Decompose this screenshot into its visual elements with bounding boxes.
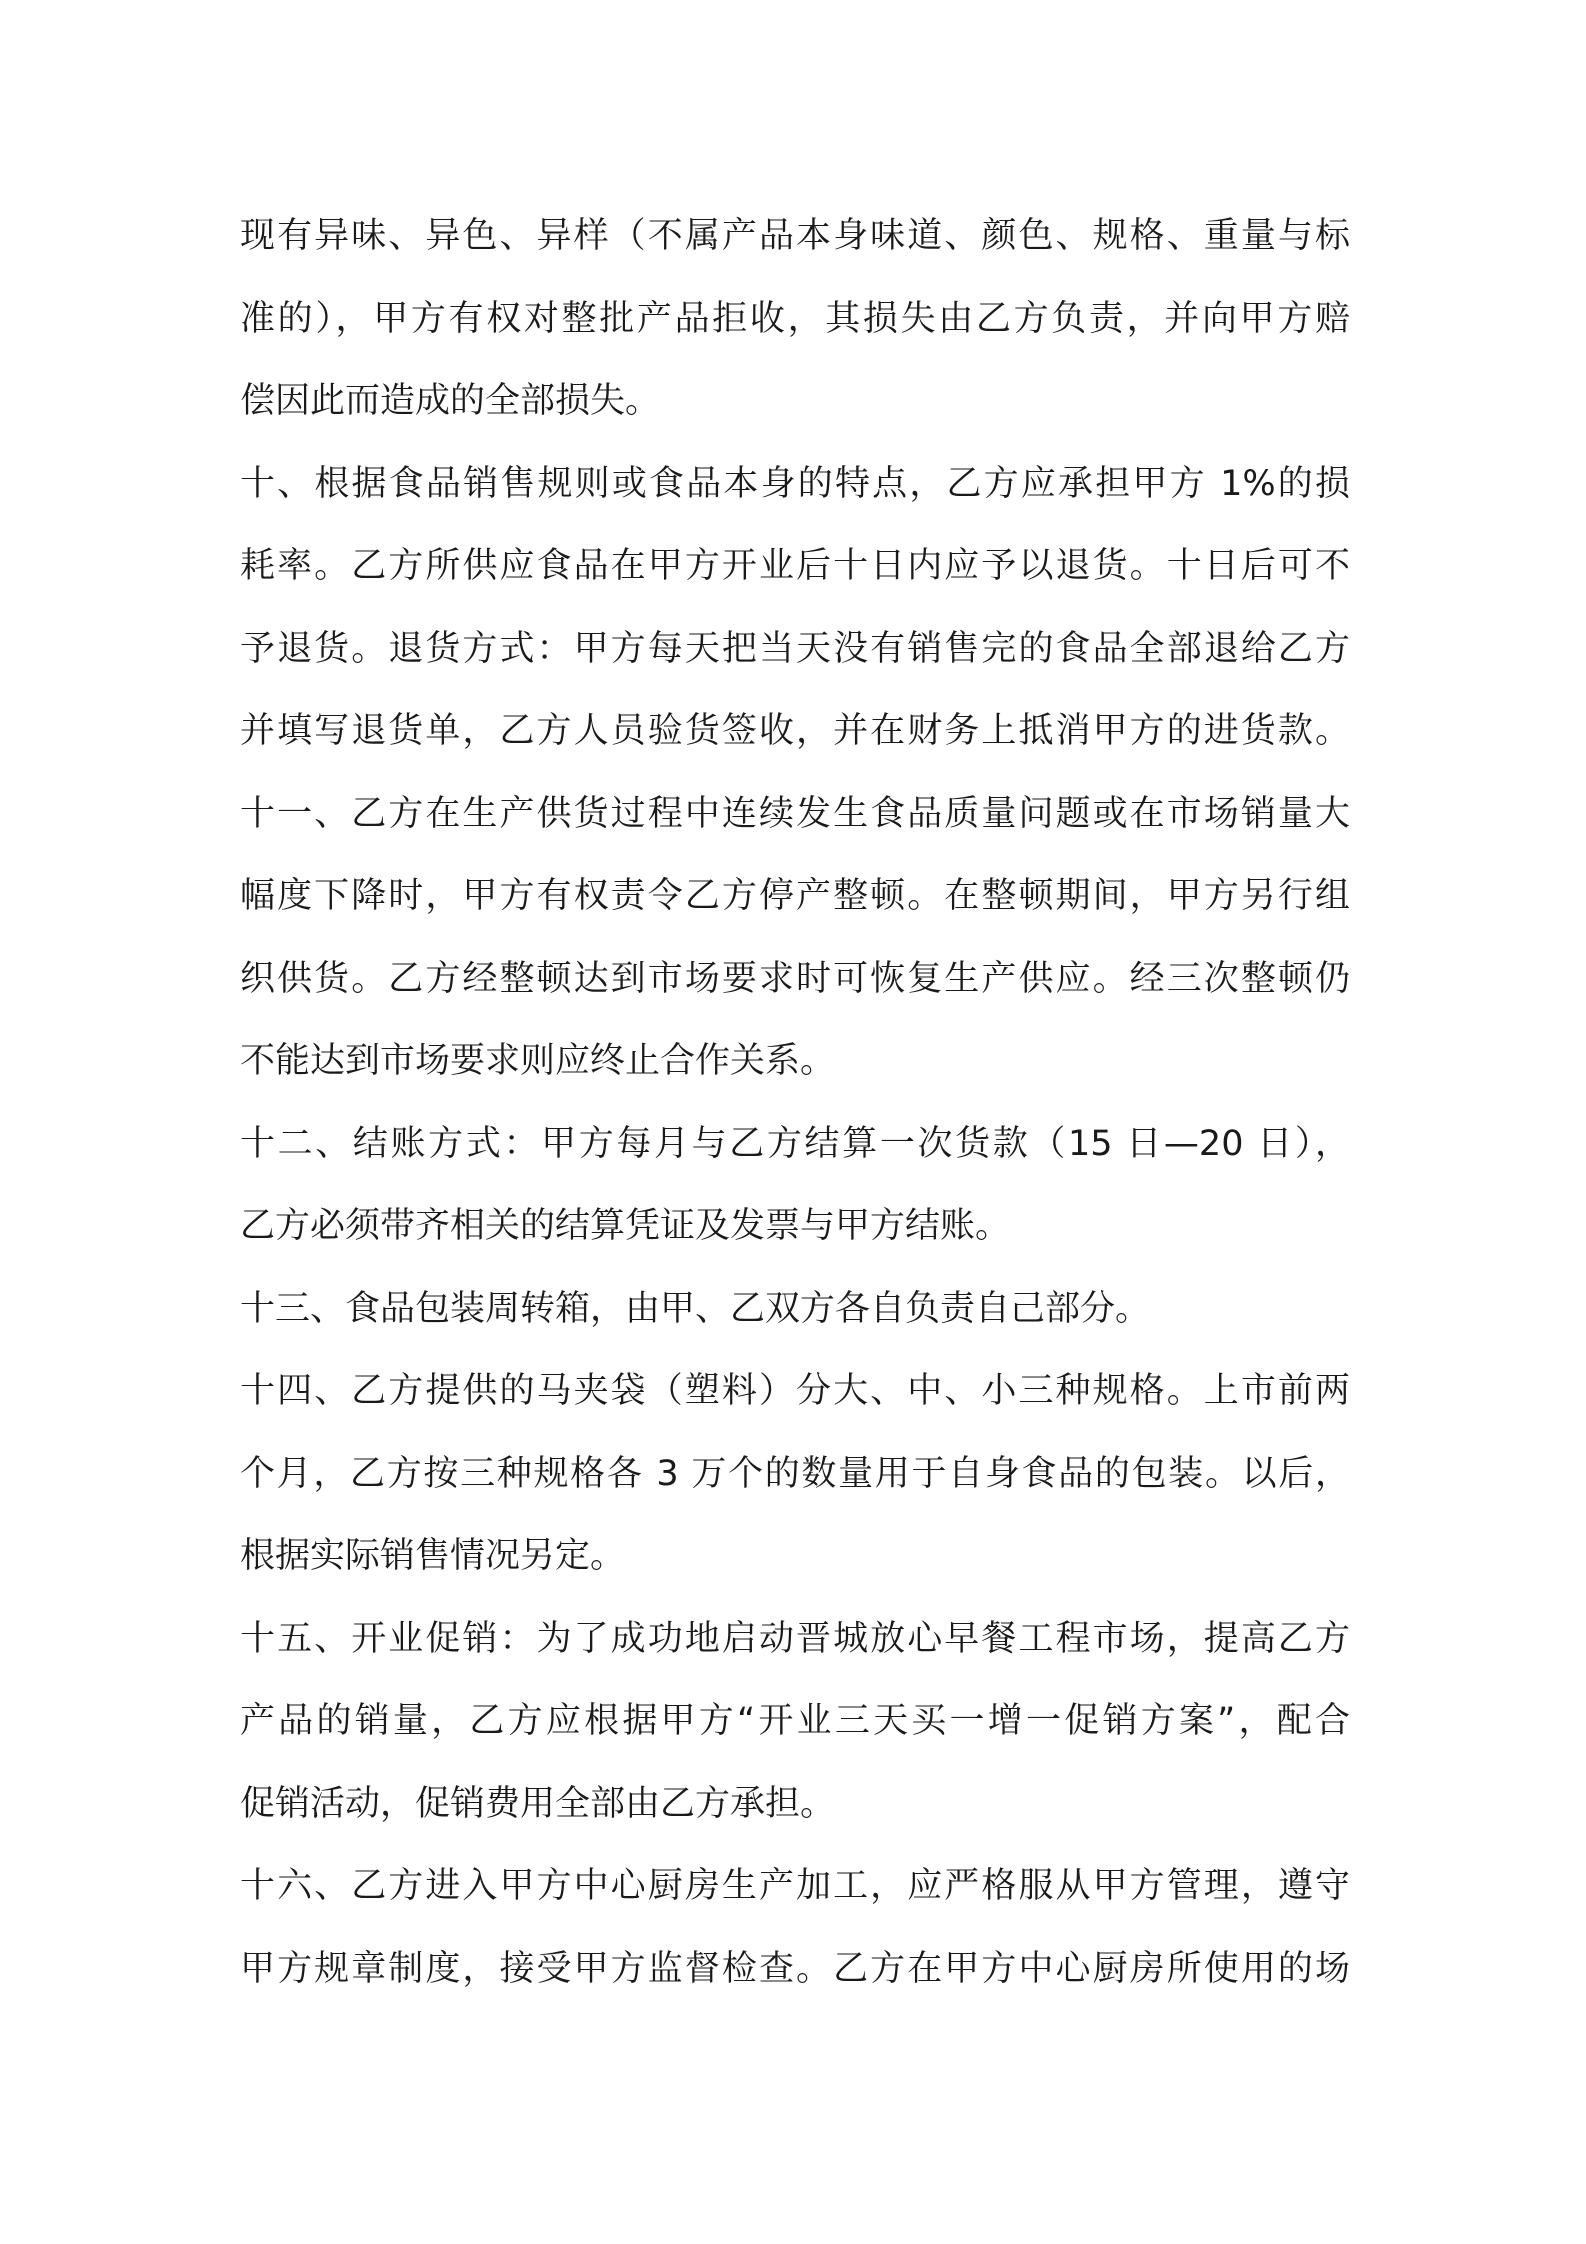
text-line: 产品的销量，乙方应根据甲方“开业三天买一增一促销方案”，配合 [240, 1701, 1350, 1741]
text-line: 准的），甲方有权对整批产品拒收，其损失由乙方负责，并向甲方赔 [240, 298, 1350, 339]
text-line: 偿因此而造成的全部损失。 [240, 381, 661, 421]
text-line: 并填写退货单，乙方人员验货签收，并在财务上抵消甲方的进货款。 [240, 711, 1350, 751]
text-line: 甲方规章制度，接受甲方监督检查。乙方在甲方中心厨房所使用的场 [240, 1948, 1350, 1989]
text-line: 予退货。退货方式：甲方每天把当天没有销售完的食品全部退给乙方 [240, 628, 1350, 669]
text-line: 十一、乙方在生产供货过程中连续发生食品质量问题或在市场销量大 [240, 793, 1350, 834]
text-line: 十三、食品包装周转箱，由甲、乙双方各自负责自己部分。 [240, 1288, 1151, 1329]
text-line: 耗率。乙方所供应食品在甲方开业后十日内应予以退货。十日后可不 [240, 546, 1350, 586]
text-line: 现有异味、异色、异样（不属产品本身味道、颜色、规格、重量与标 [240, 216, 1350, 256]
text-line: 十五、开业促销：为了成功地启动晋城放心早餐工程市场，提高乙方 [240, 1618, 1350, 1659]
document-body [240, 195, 1350, 2010]
text-line: 促销活动，促销费用全部由乙方承担。 [240, 1783, 836, 1824]
text-line: 根据实际销售情况另定。 [240, 1536, 626, 1576]
text-line: 乙方必须带齐相关的结算凭证及发票与甲方结账。 [240, 1206, 1011, 1246]
text-line: 十四、乙方提供的马夹袋（塑料）分大、中、小三种规格。上市前两 [240, 1371, 1350, 1411]
text-line: 织供货。乙方经整顿达到市场要求时可恢复生产供应。经三次整顿仍 [240, 958, 1350, 999]
text-line: 十二、结账方式：甲方每月与乙方结算一次货款（15 日—20 日）， [240, 1123, 1350, 1164]
text-line: 不能达到市场要求则应终止合作关系。 [240, 1041, 836, 1081]
text-line: 幅度下降时，甲方有权责令乙方停产整顿。在整顿期间，甲方另行组 [240, 876, 1350, 916]
text-line: 十六、乙方进入甲方中心厨房生产加工，应严格服从甲方管理，遵守 [240, 1866, 1350, 1906]
text-line: 十、根据食品销售规则或食品本身的特点，乙方应承担甲方 1%的损 [240, 463, 1350, 504]
text-line: 个月，乙方按三种规格各 3 万个的数量用于自身食品的包装。以后， [240, 1453, 1350, 1494]
